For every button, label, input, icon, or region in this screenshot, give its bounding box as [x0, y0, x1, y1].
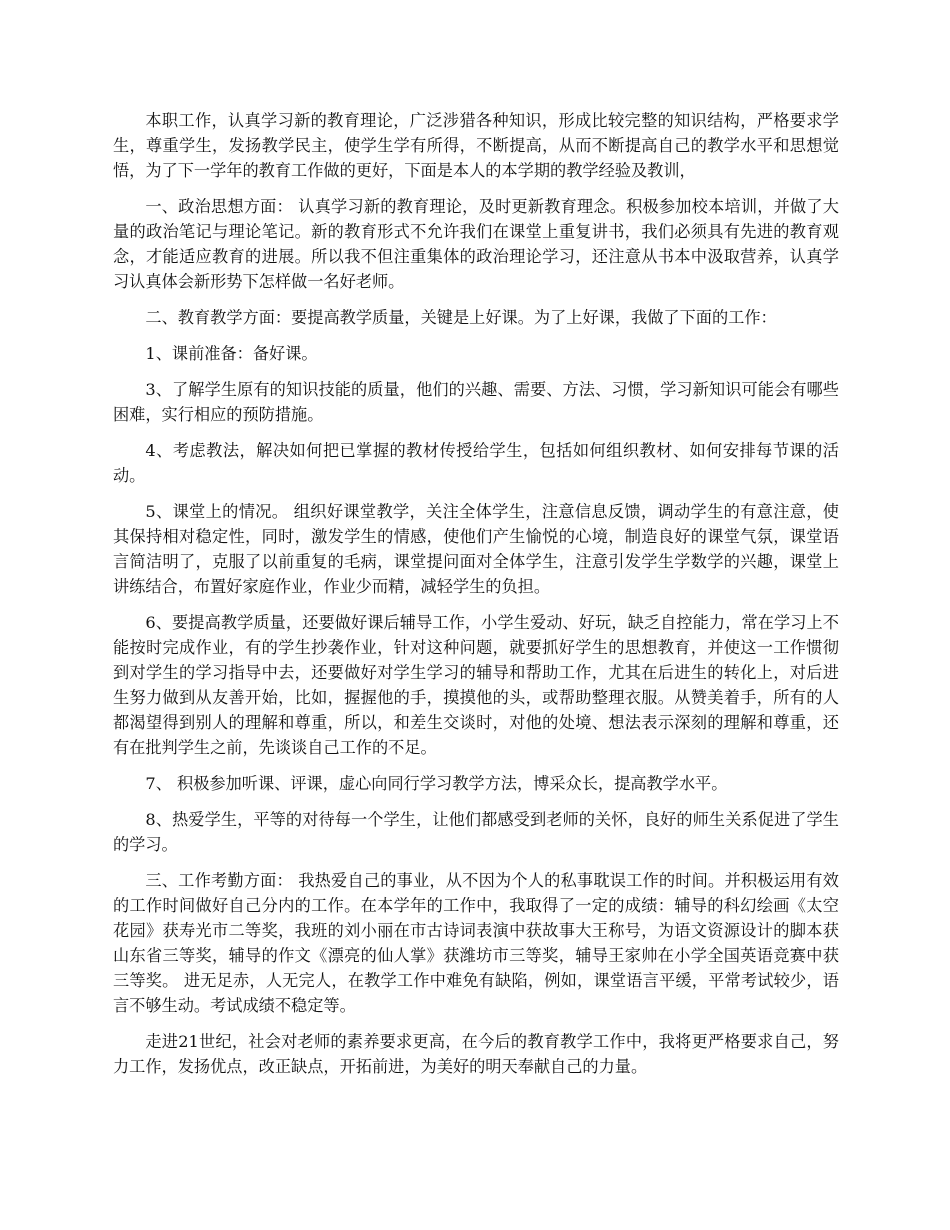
paragraph-item-8: 8、热爱学生，平等的对待每一个学生，让他们都感受到老师的关怀，良好的师生关系促进了学生的学习。	[113, 810, 839, 854]
document-body	[113, 108, 839, 1090]
paragraph-teaching: 二、教育教学方面：要提高教学质量，关键是上好课。为了上好课，我做了下面的工作：	[145, 308, 777, 327]
paragraph-attendance: 三、工作考勤方面： 我热爱自己的事业，从不因为个人的私事耽误工作的时间。并积极运用有效的工作时间做好自己分内的工作。在本学年的工作中，我取得了一定的成绩：辅导的科幻绘画《太空花园》获寿光市二等奖，我班的刘小丽在市古诗词表演中获故事大王称号，为语文资源设计的脚本获山东省三等奖，辅导的作文《漂亮的仙人掌》获潍坊市三等奖，辅导王家帅在小学全国英语竞赛中获三等奖。 进无足赤，人无完人，在教学工作中难免有缺陷，例如，课堂语言平缓，平常考试较少，语言不够生动。考试成绩不稳定等。	[113, 871, 839, 1015]
paragraph-item-6: 6、要提高教学质量，还要做好课后辅导工作，小学生爱动、好玩，缺乏自控能力，常在学习上不能按时完成作业，有的学生抄袭作业，针对这种问题，就要抓好学生的思想教育，并使这一工作惯彻到对学生的学习指导中去，还要做好对学生学习的辅导和帮助工作，尤其在后进生的转化上，对后进生努力做到从友善开始，比如，握握他的手，摸摸他的头，或帮助整理衣服。从赞美着手，所有的人都渴望得到别人的理解和尊重，所以，和差生交谈时，对他的处境、想法表示深刻的理解和尊重，还有在批判学生之前，先谈谈自己工作的不足。	[113, 613, 839, 757]
paragraph-political: 一、政治思想方面： 认真学习新的教育理论，及时更新教育理念。积极参加校本培训，并做了大量的政治笔记与理论笔记。新的教育形式不允许我们在课堂上重复讲书，我们必须具有先进的教育观念，才能适应教育的进展。所以我不但注重集体的政治理论学习，还注意从书本中汲取营养，认真学习认真体会新形势下怎样做一名好老师。	[113, 197, 839, 291]
paragraph-item-4: 4、考虑教法，解决如何把已掌握的教材传授给学生，包括如何组织教材、如何安排每节课的活动。	[113, 441, 839, 485]
paragraph-item-1: 1、课前准备：备好课。	[145, 344, 318, 363]
paragraph-intro: 本职工作，认真学习新的教育理论，广泛涉猎各种知识，形成比较完整的知识结构，严格要求学生，尊重学生，发扬教学民主，使学生学有所得，不断提高，从而不断提高自己的教学水平和思想觉悟，为了下一学年的教育工作做的更好，下面是本人的本学期的教学经验及教训，	[113, 111, 839, 180]
paragraph-item-7: 7、 积极参加听课、评课，虚心向同行学习教学方法，博采众长，提高教学水平。	[145, 774, 728, 793]
paragraph-item-3: 3、了解学生原有的知识技能的质量，他们的兴趣、需要、方法、习惯，学习新知识可能会有哪些困难，实行相应的预防措施。	[113, 380, 839, 424]
paragraph-conclusion: 走进21世纪，社会对老师的素养要求更高，在今后的教育教学工作中，我将更严格要求自己，努力工作，发扬优点，改正缺点，开拓前进，为美好的明天奉献自己的力量。	[113, 1032, 839, 1076]
paragraph-item-5: 5、课堂上的情况。 组织好课堂教学，关注全体学生，注意信息反馈，调动学生的有意注意，使其保持相对稳定性，同时，激发学生的情感，使他们产生愉悦的心境，制造良好的课堂气氛，课堂语言简洁明了，克服了以前重复的毛病，课堂提问面对全体学生，注意引发学生学数学的兴趣，课堂上讲练结合，布置好家庭作业，作业少而精，减轻学生的负担。	[113, 502, 839, 596]
